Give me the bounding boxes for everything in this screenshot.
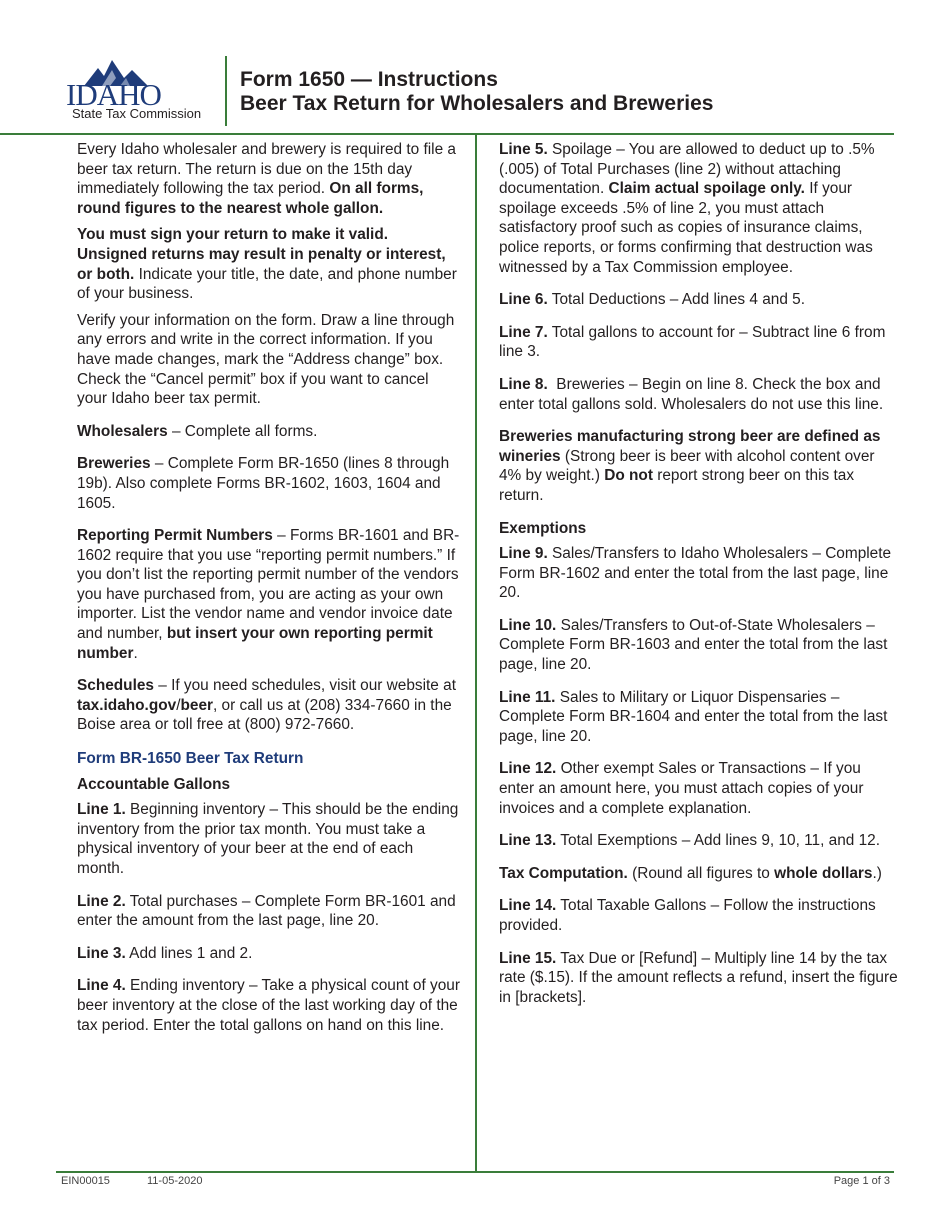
column-divider [475,134,477,1172]
line9-paragraph: Line 9. Sales/Transfers to Idaho Wholesalers – Complete Form BR-1602 and enter the total from the last page, line 20. [499,545,892,602]
verify-paragraph: Verify your information on the form. Draw a line through any errors and write in the correct information. If you have made changes, mark the “Address change” box. Check the “Cancel permit” box if you want to cancel your Idaho beer tax permit. [77,311,455,408]
breweries-paragraph: Breweries – Complete Form BR-1650 (lines 8 through 19b). Also complete Forms BR-1602, 1603, 1604 and 1605. [77,455,450,512]
sign-paragraph: You must sign your return to make it valid. Unsigned returns may result in penalty or interest, or both. Indicate your title, the date, and phone number of your business. [77,226,457,303]
right-column [499,140,899,1020]
reporting-permit-paragraph: Reporting Permit Numbers – Forms BR-1601 and BR-1602 require that you use “reporting permit numbers.” If you don’t list the reporting permit number of the vendors you have purchased from, you are acting as your own importer. List the vendor name and vendor invoice date and number, but insert your own reporting permit number. [77,527,460,662]
intro-paragraph: Every Idaho wholesaler and brewery is required to file a beer tax return. The return is due on the 15th day immediately following the tax period. On all forms, round figures to the nearest whole gallon. [77,141,456,217]
form-title-line2: Beer Tax Return for Wholesalers and Breweries [240,92,714,115]
line8-paragraph: Line 8. Breweries – Begin on line 8. Check the box and enter total gallons sold. Wholesalers do not use this line. [499,375,885,413]
line3-paragraph: Line 3. Add lines 1 and 2. [77,944,253,962]
line12-paragraph: Line 12. Other exempt Sales or Transactions – If you enter an amount here, you must attach copies of your invoices and a complete explanation. [499,760,864,817]
schedules-website: tax.idaho.gov [77,696,177,714]
line4-paragraph: Line 4. Ending inventory – Take a physical count of your beer inventory at the close of the last working day of the tax period. Enter the total gallons on hand on this line. [77,977,460,1034]
subsection-title: Accountable Gallons [77,775,231,793]
revision-date: 11-05-2020 [147,1175,203,1187]
section-title: Form BR-1650 Beer Tax Return [77,750,304,768]
left-column [77,140,462,1048]
line10-paragraph: Line 10. Sales/Transfers to Out-of-State Wholesalers – Complete Form BR-1603 and enter the total from the last page, line 20. [499,616,888,674]
strong-beer-paragraph: Breweries manufacturing strong beer are defined as wineries (Strong beer is beer with alcohol content over 4% by weight.) Do not report strong beer on this tax return. [499,428,881,504]
tax-computation-paragraph: Tax Computation. (Round all figures to whole dollars.) [499,864,882,882]
logo-wordmark: IDAHO [66,77,161,108]
form-title [240,68,713,116]
form-code: EIN00015 [61,1175,110,1187]
line1-paragraph: Line 1. Beginning inventory – This should be the ending inventory from the prior tax month. You must take a physical inventory of your beer at the end of each month. [77,801,459,877]
idaho-state-tax-commission-logo [62,56,214,126]
line11-paragraph: Line 11. Sales to Military or Liquor Dispensaries – Complete Form BR-1604 and enter the total from the last page, line 20. [499,688,888,745]
line6-paragraph: Line 6. Total Deductions – Add lines 4 and 5. [499,291,806,309]
line5-paragraph: Line 5. Spoilage – You are allowed to deduct up to .5% (.005) of Total Purchases (line 2) without attaching documentation. Claim actual spoilage only. If your spoilage exceeds .5% of line 2, you must attach satisfactory proof such as copies of insurance claims, police reports, or forms confirming that destruction was witnessed by a Tax Commission employee. [499,141,875,276]
header-divider [225,56,227,126]
exemptions-heading: Exemptions [499,519,587,537]
page-number: Page 1 of 3 [833,1175,890,1187]
line15-paragraph: Line 15. Tax Due or [Refund] – Multiply line 14 by the tax rate ($.15). If the amount reflects a refund, insert the figure in [brackets]. [499,949,898,1006]
line2-paragraph: Line 2. Total purchases – Complete Form BR-1601 and enter the amount from the last page, line 20. [77,892,456,930]
line7-paragraph: Line 7. Total gallons to account for – Subtract line 6 from line 3. [499,323,886,361]
line13-paragraph: Line 13. Total Exemptions – Add lines 9, 10, 11, and 12. [499,832,881,850]
schedules-paragraph: Schedules – If you need schedules, visit our website at tax.idaho.gov/beer, or call us at (208) 334-7660 in the Boise area or toll free at (800) 972-7660. [77,677,456,734]
form-title-line1: Form 1650 — Instructions [240,68,498,91]
bottom-rule [56,1171,894,1173]
line14-paragraph: Line 14. Total Taxable Gallons – Follow the instructions provided. [499,897,876,934]
mountain-logo-icon [62,56,214,108]
wholesalers-paragraph: Wholesalers – Complete all forms. [77,422,318,440]
logo-agency-name: State Tax Commission [72,106,202,121]
page-header [0,0,950,134]
top-rule [0,133,894,135]
